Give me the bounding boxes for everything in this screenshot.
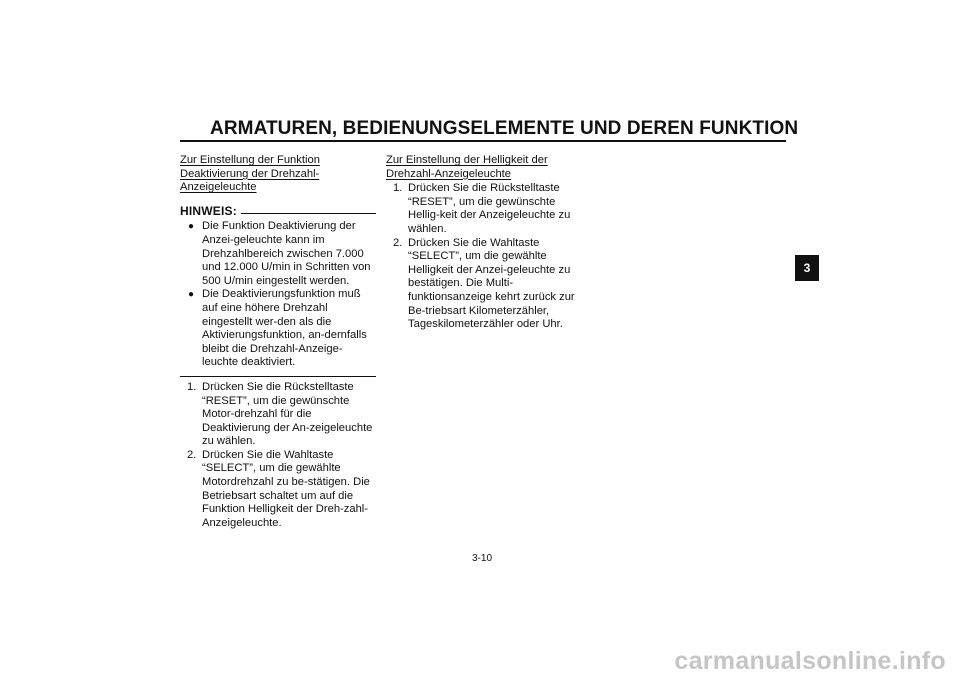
note-label: HINWEIS: — [180, 203, 237, 218]
note-item — [180, 220, 376, 288]
note-end-divider — [180, 376, 376, 377]
bullet-icon: ● — [188, 221, 195, 233]
left-column — [180, 154, 376, 530]
step-item — [180, 381, 376, 449]
note-text: Die Funktion Deaktivierung der Anzei-geleuchte kann im Drehzahlbereich zwischen 7.000 und 12.000 U/min in Schritten von 500 U/min eingestellt werden. — [202, 220, 371, 287]
step-list — [386, 182, 582, 332]
chapter-tab: 3 — [795, 255, 819, 281]
watermark: carmanualsonline.info — [674, 647, 946, 675]
note-item — [180, 288, 376, 370]
step-text: Drücken Sie die Wahltaste “SELECT”, um die gewählte Motordrehzahl zu be-stätigen. Die Betriebsart schaltet um auf die Funktion Helligkeit der Dreh-zahl-Anzeigeleuchte. — [202, 448, 370, 529]
note-list — [180, 220, 376, 370]
step-list — [180, 381, 376, 531]
step-number: 1. — [187, 380, 197, 393]
step-number: 1. — [393, 182, 403, 195]
section-heading-deactivation: Zur Einstellung der Funktion Deaktivierung der Drehzahl-Anzeigeleuchte — [180, 154, 320, 194]
step-number: 2. — [187, 448, 197, 461]
step-item — [386, 182, 582, 236]
header-divider — [180, 140, 786, 142]
step-text: Drücken Sie die Wahltaste “SELECT”, um die gewählte Helligkeit der Anzei-geleuchte zu bestätigen. Die Multi-funktionsanzeige kehrt zurück zur Be-triebsart Kilometerzähler, Tageskilometerzähler oder Uhr. — [408, 236, 575, 331]
note-text: Die Deaktivierungsfunktion muß auf eine höhere Drehzahl eingestellt wer-den als die Aktivierungsfunktion, an-dernfalls bleibt die Drehzahl-Anzeige-leuchte deaktiviert. — [202, 288, 367, 369]
right-column — [386, 154, 582, 332]
note-header — [180, 205, 376, 219]
step-text: Drücken Sie die Rückstelltaste “RESET”, um die gewünschte Motor-drehzahl für die Deaktivierung der An-zeigeleuchte zu wählen. — [202, 380, 373, 448]
page-number: 3-10 — [472, 553, 493, 564]
bullet-icon: ● — [188, 289, 195, 301]
section-heading-brightness: Zur Einstellung der Helligkeit der Drehzahl-Anzeigeleuchte — [386, 154, 548, 180]
step-number: 2. — [393, 236, 403, 249]
page-title: ARMATUREN, BEDIENUNGSELEMENTE UND DEREN FUNKTION — [210, 118, 799, 139]
note-divider — [241, 213, 376, 214]
step-text: Drücken Sie die Rückstelltaste “RESET”, um die gewünschte Hellig-keit der Anzeigeleuchte zu wählen. — [408, 182, 571, 235]
step-item — [386, 237, 582, 332]
step-item — [180, 449, 376, 531]
